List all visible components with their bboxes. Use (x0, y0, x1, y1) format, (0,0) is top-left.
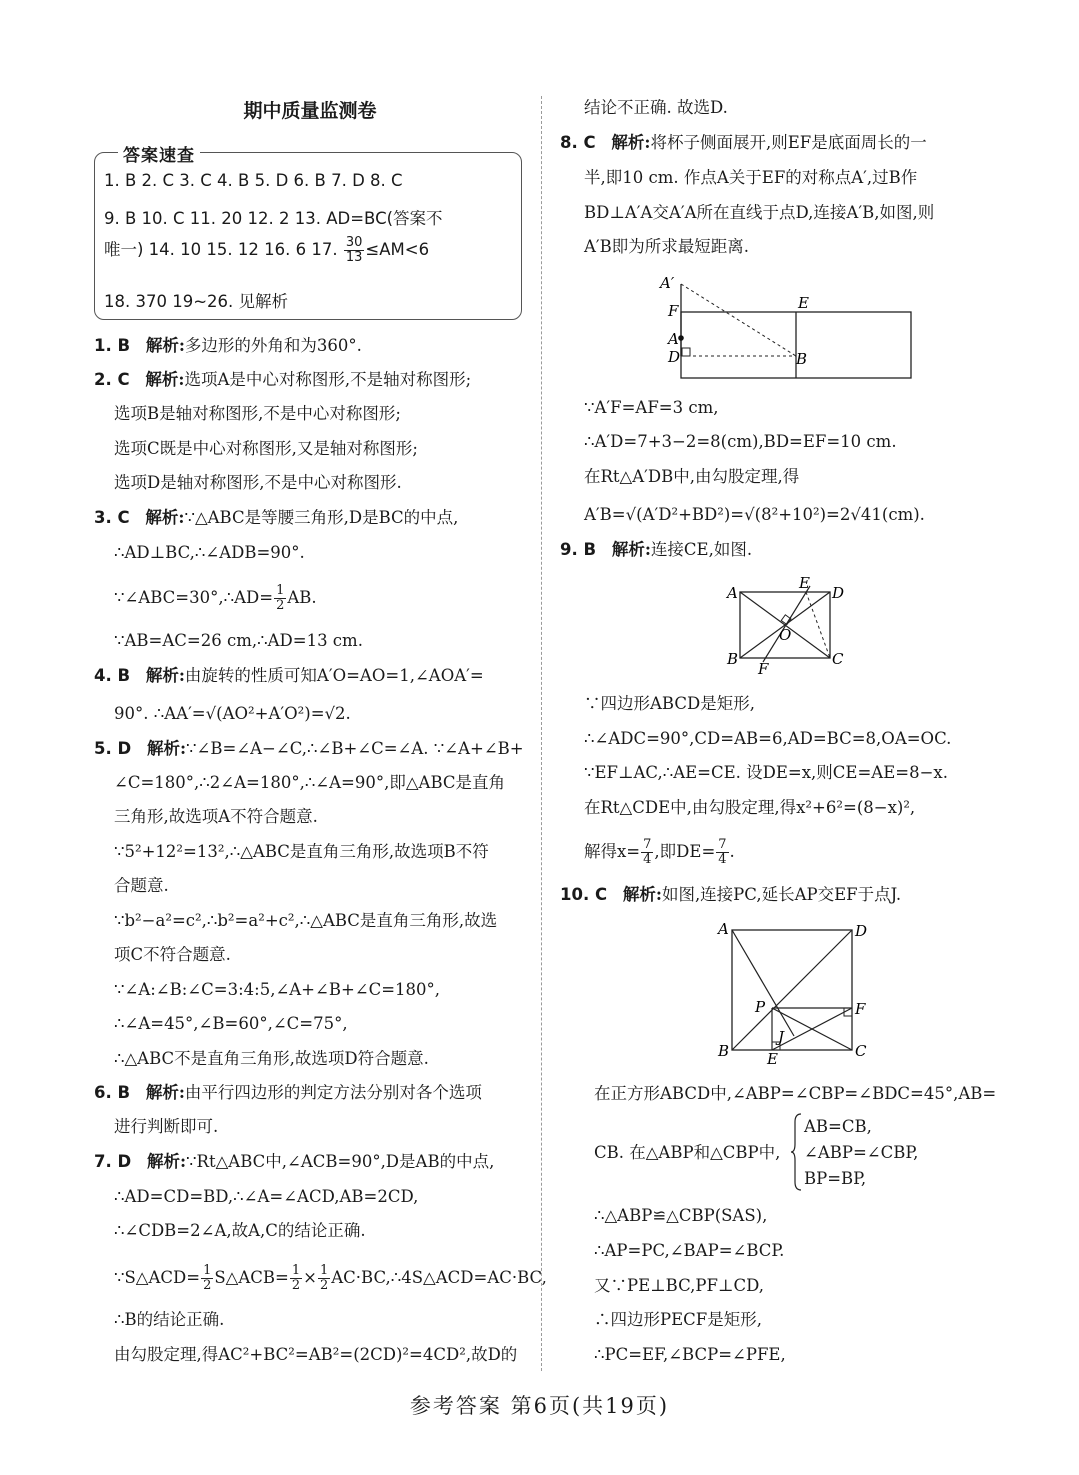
q2-line: 2. C 解析:选项A是中心对称图形,不是轴对称图形; (94, 370, 472, 389)
q8-line-6: ∴A′D=7+3−2=8(cm),BD=EF=10 cm. (584, 432, 897, 451)
q8-line-5: ∵A′F=AF=3 cm, (584, 398, 719, 417)
q2-line-4: 选项D是轴对称图形,不是中心对称图形. (114, 473, 402, 492)
column-divider (541, 96, 542, 1371)
fig8-ab (681, 284, 796, 356)
fig9-label-a: A (727, 584, 738, 602)
q5-line-7: 项C不符合题意. (114, 945, 231, 964)
fig8-label-a: A (668, 330, 679, 348)
q8-line-4: A′B即为所求最短距离. (584, 237, 750, 256)
q5-line-9: ∴∠A=45°,∠B=60°,∠C=75°, (114, 1014, 348, 1033)
q7-line: 7. D 解析:∵Rt△ABC中,∠ACB=90°,D是AB的中点, (94, 1152, 495, 1171)
r0-line: 结论不正确. 故选D. (584, 98, 728, 117)
fig10-label-j: J (778, 1028, 785, 1046)
q4-line: 4. B 解析:由旋转的性质可知A′O=AO=1,∠AOA′= (94, 666, 484, 685)
q9-line-2: ∵四边形ABCD是矩形, (584, 694, 755, 713)
fraction: $\frac{7}{4}$ (643, 837, 652, 867)
fig8-point-a (678, 335, 684, 341)
fig8-label-f: F (668, 302, 679, 320)
q6-line-2: 进行判断即可. (114, 1117, 219, 1136)
q10-line-8: ∴PC=EF,∠BCP=∠PFE, (594, 1345, 786, 1364)
fig8-label-e: E (798, 294, 809, 312)
q3-line: 3. C 解析:∵△ABC是等腰三角形,D是BC的中点, (94, 508, 459, 527)
fraction: $\frac{1}{2}$ (319, 1263, 329, 1293)
q9-line-3: ∴∠ADC=90°,CD=AB=6,AD=BC=8,OA=OC. (584, 729, 952, 748)
fraction: $\frac{1}{2}$ (276, 583, 285, 613)
fig8-label-b: B (796, 350, 808, 368)
q5-line-8: ∵∠A:∠B:∠C=3:4:5,∠A+∠B+∠C=180°, (114, 980, 441, 999)
q10-line-5: ∴AP=PC,∠BAP=∠BCP. (594, 1241, 785, 1260)
fig10-label-p: P (755, 998, 766, 1016)
q8-line-7: 在Rt△A′DB中,由勾股定理,得 (584, 467, 800, 486)
fraction: $\frac{7}{4}$ (718, 837, 727, 867)
figure-q8 (658, 270, 918, 385)
fig8-label-d: D (668, 348, 681, 366)
q5-line-10: ∴△ABC不是直角三角形,故选项D符合题意. (114, 1049, 429, 1068)
q7-line-5: ∴B的结论正确. (114, 1310, 225, 1329)
q9-line-5: 在Rt△CDE中,由勾股定理,得x²+6²=(8−x)², (584, 798, 916, 817)
fig10-label-e: E (767, 1050, 778, 1066)
q10-line-2: 在正方形ABCD中,∠ABP=∠CBP=∠BDC=45°,AB= (594, 1084, 997, 1103)
figure-q9 (725, 572, 855, 677)
q9-line: 9. B 解析:连接CE,如图. (560, 540, 753, 559)
q10-line: 10. C 解析:如图,连接PC,延长AP交EF于点J. (560, 885, 902, 904)
page-footer: 参考答案 第6页(共19页) (409, 1394, 670, 1418)
answer-line-1: 1. B 2. C 3. C 4. B 5. D 6. B 7. D 8. C (104, 171, 403, 190)
q8-line-8: A′B=√(A′D²+BD²)=√(8²+10²)=2√41(cm). (584, 505, 925, 524)
q10-line-6: 又∵PE⊥BC,PF⊥CD, (594, 1276, 764, 1295)
fig9-label-d: D (832, 584, 845, 602)
fig10-label-f: F (855, 1000, 866, 1018)
fig10-aj (732, 930, 794, 1036)
fig10-label-d: D (855, 922, 868, 940)
q5-line-5: 合题意. (114, 876, 169, 895)
fig9-label-o: O (779, 626, 792, 644)
q3-line-4: ∵AB=AC=26 cm,∴AD=13 cm. (114, 631, 363, 650)
q9-line-4: ∵EF⊥AC,∴AE=CE. 设DE=x,则CE=AE=8−x. (584, 763, 948, 782)
fraction: $\frac{30}{13}$ (345, 235, 363, 265)
q7-line-2: ∴AD=CD=BD,∴∠A=∠ACD,AB=2CD, (114, 1187, 419, 1206)
q5-line: 5. D 解析:∵∠B=∠A−∠C,∴∠B+∠C=∠A. ∵∠A+∠B+ (94, 739, 524, 758)
answer-box-label: 答案速查 (118, 141, 200, 166)
fig8-label-aprime: A′ (660, 274, 675, 292)
q8-line-2: 半,即10 cm. 作点A关于EF的对称点A′,过B作 (584, 168, 918, 187)
fig10-label-b: B (718, 1042, 730, 1060)
q10-system-2: ∠ABP=∠CBP, (804, 1143, 919, 1162)
answer-line-3-tail: ≤AM<6 (365, 240, 430, 259)
q8-line: 8. C 解析:将杯子侧面展开,则EF是底面周长的一 (560, 133, 927, 152)
fig8-right-angle (682, 348, 690, 356)
q10-line-3: CB. 在△ABP和△CBP中, (594, 1143, 781, 1162)
q6-line: 6. B 解析:由平行四边形的判定方法分别对各个选项 (94, 1083, 482, 1102)
q1-line: 1. B 解析:多边形的外角和为360°. (94, 336, 362, 355)
q10-line-7: ∴四边形PECF是矩形, (594, 1310, 762, 1329)
answer-line-2: 9. B 10. C 11. 20 12. 2 13. AD=BC(答案不 (104, 209, 443, 228)
figure-q10 (715, 918, 875, 1066)
q7-line-4: ∵S△ACD= $\frac{1}{2}$ S△ACB= $\frac{1}{2}$ × $\frac{1}{2}$ AC·BC,∴4S△ACD=AC·BC, (114, 1263, 547, 1293)
fig9-label-c: C (832, 650, 844, 668)
q5-line-4: ∵5²+12²=13²,∴△ABC是直角三角形,故选项B不符 (114, 842, 489, 861)
answer-line-3-text: 唯一) 14. 10 15. 12 16. 6 17. (104, 240, 338, 259)
fig9-label-f: F (758, 660, 769, 677)
fig10-label-a: A (718, 920, 729, 938)
q5-line-6: ∵b²−a²=c²,∴b²=a²+c²,∴△ABC是直角三角形,故选 (114, 911, 498, 930)
q10-system-3: BP=BP, (804, 1169, 867, 1188)
q8-line-3: BD⊥A′A交A′A所在直线于点D,连接A′B,如图,则 (584, 203, 935, 222)
fig9-label-b: B (727, 650, 739, 668)
fig10-label-c: C (855, 1042, 867, 1060)
q7-line-6: 由勾股定理,得AC²+BC²=AB²=(2CD)²=4CD²,故D的 (114, 1345, 518, 1364)
q2-line-3: 选项C既是中心对称图形,又是轴对称图形; (114, 439, 418, 458)
fraction: $\frac{1}{2}$ (291, 1263, 301, 1293)
q5-line-2: ∠C=180°,∴2∠A=180°,∴∠A=90°,即△ABC是直角 (114, 773, 506, 792)
q10-system-1: AB=CB, (804, 1117, 872, 1136)
q9-line-6: 解得x= $\frac{7}{4}$ ,即DE= $\frac{7}{4}$ . (584, 837, 735, 867)
q2-line-2: 选项B是轴对称图形,不是中心对称图形; (114, 404, 401, 423)
q4-line-2: 90°. ∴AA′=√(AO²+A′O²)=√2. (114, 704, 351, 723)
q5-line-3: 三角形,故选项A不符合题意. (114, 807, 318, 826)
fig9-label-e: E (799, 574, 810, 592)
q3-line-3: ∵∠ABC=30°,∴AD= $\frac{1}{2}$ AB. (114, 583, 317, 613)
answer-line-4: 18. 370 19~26. 见解析 (104, 292, 289, 311)
fig9-ce (806, 592, 830, 658)
brace-icon (790, 1112, 802, 1192)
q3-line-2: ∴AD⊥BC,∴∠ADB=90°. (114, 543, 305, 562)
fraction: $\frac{1}{2}$ (203, 1263, 212, 1293)
q10-line-4: ∴△ABP≌△CBP(SAS), (594, 1206, 768, 1225)
answer-line-3 (104, 236, 514, 265)
q7-line-3: ∴∠CDB=2∠A,故A,C的结论正确. (114, 1221, 366, 1240)
page-title: 期中质量监测卷 (243, 100, 377, 122)
